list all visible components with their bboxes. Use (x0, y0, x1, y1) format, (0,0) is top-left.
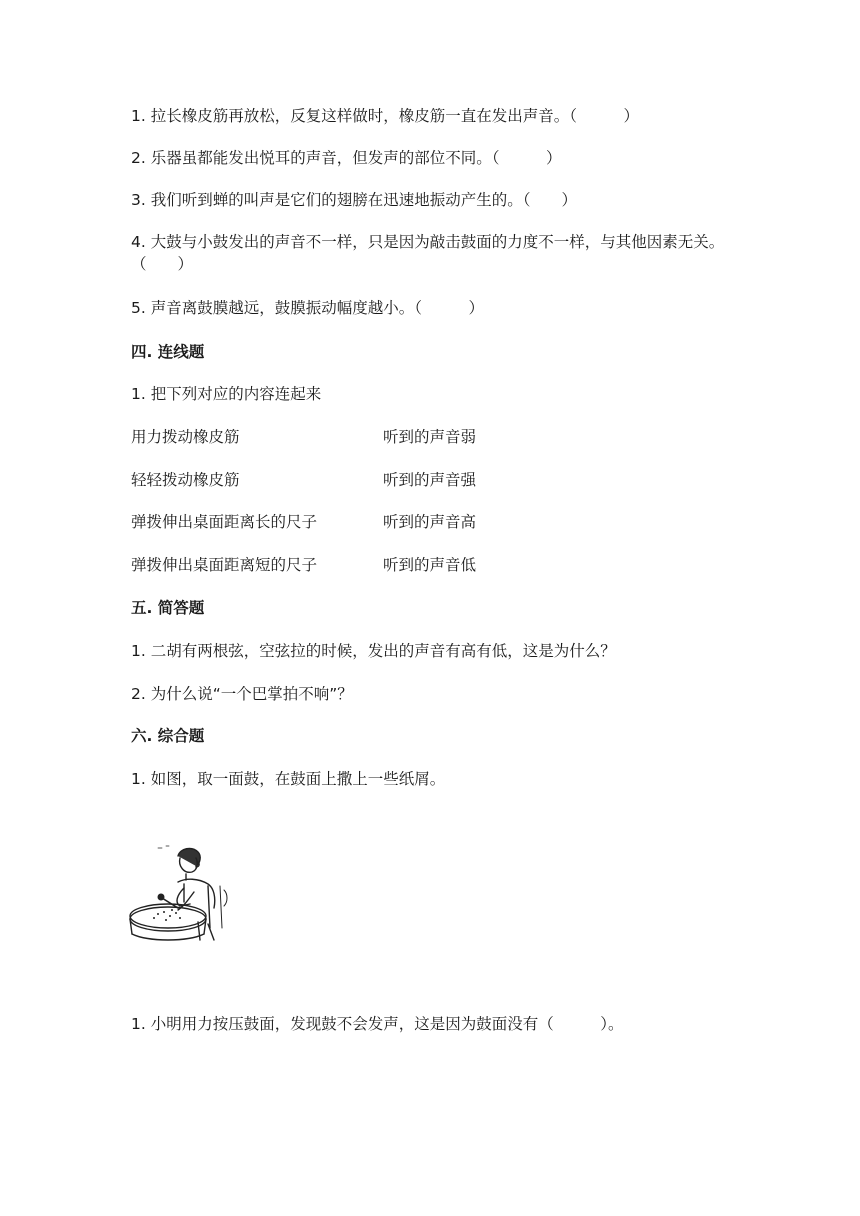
judgment-item-2: 2. 乐器虽都能发出悦耳的声音，但发声的部位不同。（ ） (131, 149, 562, 167)
section-heading-short-answer: 五. 简答题 (131, 599, 205, 617)
section-heading-matching: 四. 连线题 (131, 343, 205, 361)
matching-right-item-4: 听到的声音低 (383, 556, 477, 574)
matching-right-item-2: 听到的声音强 (383, 471, 477, 489)
comprehensive-intro: 1. 如图，取一面鼓，在鼓面上撒上一些纸屑。 (131, 770, 446, 788)
matching-left-item-1: 用力拨动橡皮筋 (131, 428, 240, 446)
matching-left-item-2: 轻轻拨动橡皮筋 (131, 471, 240, 489)
boy-drumming-illustration (128, 842, 240, 944)
short-answer-item-2: 2. 为什么说“一个巴掌拍不响”？ (131, 685, 353, 703)
judgment-item-1: 1. 拉长橡皮筋再放松，反复这样做时，橡皮筋一直在发出声音。（ ） (131, 107, 639, 125)
judgment-item-4: 4. 大鼓与小鼓发出的声音不一样，只是因为敲击鼓面的力度不一样，与其他因素无关。（ ） (131, 233, 725, 273)
matching-left-item-3: 弹拨伸出桌面距离长的尺子 (131, 513, 318, 531)
judgment-item-3: 3. 我们听到蝉的叫声是它们的翅膀在迅速地振动产生的。（ ） (131, 191, 577, 209)
matching-right-item-1: 听到的声音弱 (383, 428, 477, 446)
matching-right-item-3: 听到的声音高 (383, 513, 477, 531)
matching-question: 1. 把下列对应的内容连起来 (131, 385, 322, 403)
judgment-item-5: 5. 声音离鼓膜越远，鼓膜振动幅度越小。（ ） (131, 299, 484, 317)
comprehensive-sub-question: 1. 小明用力按压鼓面，发现鼓不会发声，这是因为鼓面没有（ ）。 (131, 1015, 624, 1033)
matching-left-item-4: 弹拨伸出桌面距离短的尺子 (131, 556, 318, 574)
short-answer-item-1: 1. 二胡有两根弦，空弦拉的时候，发出的声音有高有低，这是为什么？ (131, 642, 616, 660)
section-heading-comprehensive: 六. 综合题 (131, 727, 205, 745)
